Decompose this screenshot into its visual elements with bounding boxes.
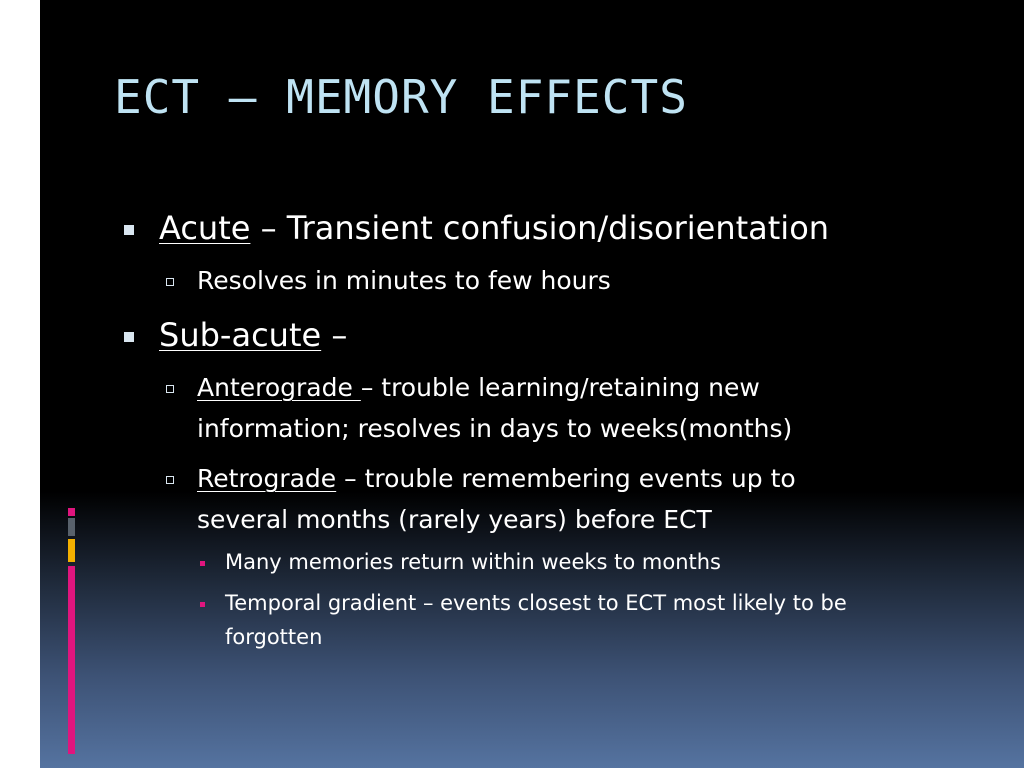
acute-term: Acute xyxy=(159,209,251,247)
square-bullet-icon xyxy=(124,225,134,235)
anterograde-description: – trouble learning/retaining new xyxy=(360,373,760,402)
retrograde-description: – trouble remembering events up to xyxy=(336,464,796,493)
left-margin-strip xyxy=(0,0,40,768)
accent-bar-yellow xyxy=(68,539,75,562)
small-square-bullet-icon xyxy=(200,561,205,566)
bullet-acute-resolves: Resolves in minutes to few hours xyxy=(197,266,611,295)
subacute-dash: – xyxy=(321,316,348,354)
small-square-bullet-icon xyxy=(200,602,205,607)
accent-bar-gray xyxy=(68,518,75,536)
square-bullet-icon xyxy=(124,332,134,342)
bullet-retrograde-line2: several months (rarely years) before ECT xyxy=(197,505,712,534)
bullet-anterograde xyxy=(197,373,760,402)
bullet-subacute xyxy=(159,316,347,354)
anterograde-term: Anterograde xyxy=(197,373,361,402)
bullet-temporal-gradient: Temporal gradient – events closest to ECT most likely to be xyxy=(225,591,847,615)
hollow-square-bullet-icon xyxy=(166,385,174,393)
retrograde-term: Retrograde xyxy=(197,464,337,493)
bullet-temporal-gradient-line2: forgotten xyxy=(225,625,323,649)
accent-bar-pink-top xyxy=(68,508,75,516)
accent-bar-pink xyxy=(68,566,75,754)
bullet-retrograde xyxy=(197,464,796,493)
slide-title: ECT – MEMORY EFFECTS xyxy=(114,70,688,124)
hollow-square-bullet-icon xyxy=(166,278,174,286)
bullet-anterograde-line2: information; resolves in days to weeks(months) xyxy=(197,414,793,443)
hollow-square-bullet-icon xyxy=(166,476,174,484)
subacute-term: Sub-acute xyxy=(159,316,322,354)
bullet-acute xyxy=(159,209,829,247)
acute-description: – Transient confusion/disorientation xyxy=(250,209,830,247)
bullet-memories-return: Many memories return within weeks to months xyxy=(225,550,721,574)
